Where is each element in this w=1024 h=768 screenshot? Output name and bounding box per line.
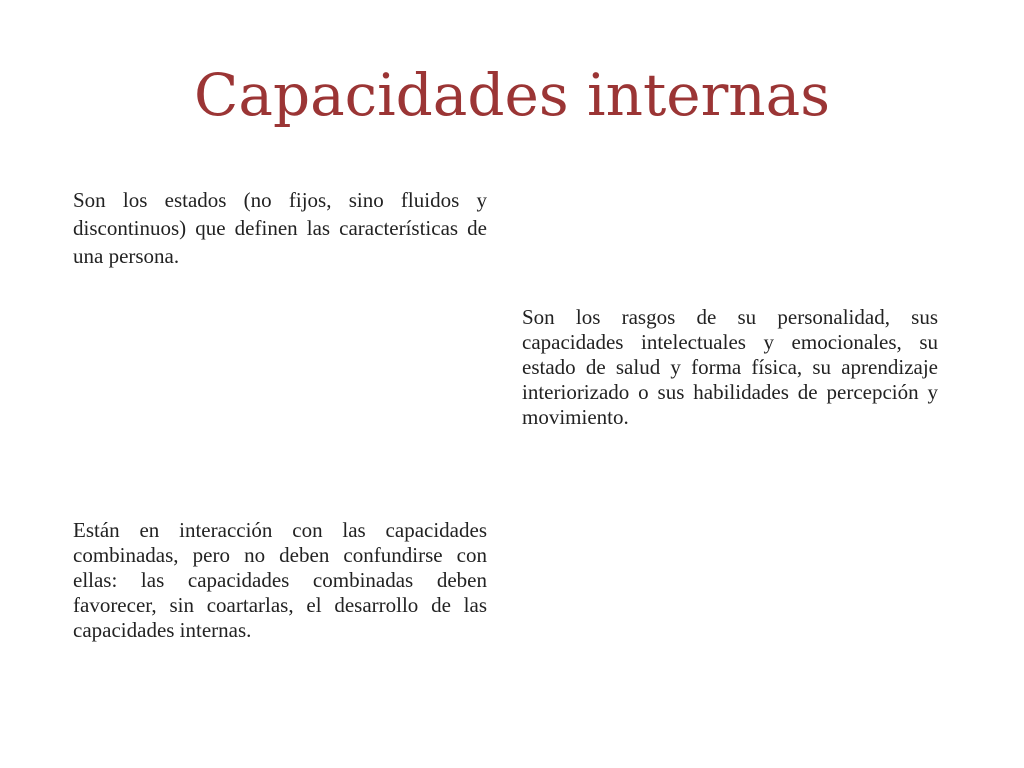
slide-title: Capacidades internas xyxy=(193,61,831,129)
paragraph-traits: Son los rasgos de su personalidad, sus capacidades intelectuales y emocionales, su estado de salud y forma física, su aprendizaje interiorizado o sus habilidades de percepción y movimiento. xyxy=(522,305,938,429)
paragraph-interaction: Están en interacción con las capacidades combinadas, pero no deben confundirse con ellas: las capacidades combinadas deben favorecer, sin coartarlas, el desarrollo de las capacidades internas. xyxy=(73,518,487,642)
paragraph-definition: Son los estados (no fijos, sino fluidos y discontinuos) que definen las características de una persona. xyxy=(73,188,487,268)
